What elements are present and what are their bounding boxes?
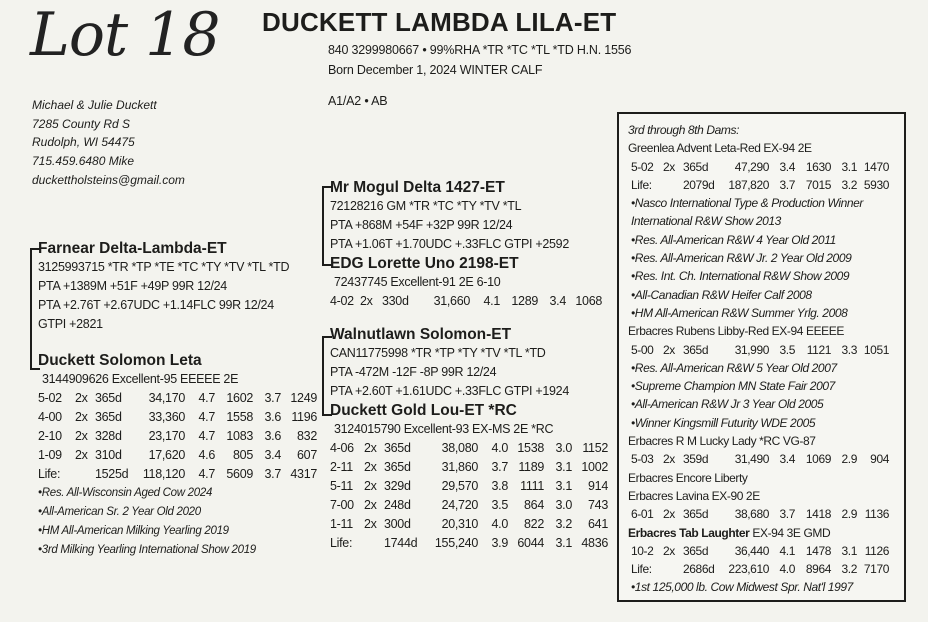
record-cell: 365d [683, 342, 709, 357]
ancestor-award: •Res. Int. Ch. International R&W Show 2009 [631, 269, 850, 284]
record-cell: 328d [95, 429, 122, 443]
ancestor-name [628, 524, 889, 542]
record-cell: 1289 [511, 294, 538, 308]
owner-name: Michael & Julie Duckett [32, 98, 157, 112]
record-cell: 3.6 [264, 429, 281, 443]
record-cell: 3.4 [779, 452, 795, 467]
record-cell: 330d [382, 294, 409, 308]
record-cell: 3.2 [555, 517, 572, 531]
record-cell: 38,080 [441, 441, 478, 455]
record-cell: 904 [870, 452, 889, 467]
ancestor-award: •Res. All-American R&W 4 Year Old 2011 [631, 232, 836, 247]
ancestor-award: International R&W Show 2013 [631, 214, 781, 229]
record-cell: 5-00 [631, 342, 654, 357]
sire-line: PTA +2.76T +2.67UDC +1.14FLC 99R 12/24 [38, 298, 274, 312]
record-cell: 832 [297, 429, 317, 443]
record-cell: 2.9 [841, 452, 857, 467]
record-cell: 3.1 [555, 479, 572, 493]
record-row [628, 176, 889, 194]
record-cell: 155,240 [434, 536, 478, 550]
record-cell: 1069 [805, 452, 831, 467]
record-cell: 329d [384, 479, 411, 493]
record-cell: 365d [683, 159, 709, 174]
sire-sire-line: PTA +868M +54F +32P 99R 12/24 [330, 218, 513, 232]
record-cell: 4.0 [491, 517, 508, 531]
record-cell: 2x [364, 460, 377, 474]
sire-line: GTPI +2821 [38, 317, 103, 331]
record-row [628, 560, 889, 578]
record-cell: 2x [663, 159, 675, 174]
ancestor-name: Greenlea Advent Leta-Red EX-94 2E [628, 141, 812, 156]
dam-id-line: 3144909626 Excellent-95 EEEEE 2E [42, 372, 239, 386]
sire-sire-name: Mr Mogul Delta 1427-ET [330, 179, 505, 196]
record-cell: 3.4 [264, 448, 281, 462]
record-cell: 47,290 [734, 159, 769, 174]
sire-sire-block [330, 178, 569, 254]
record-cell: 365d [95, 391, 122, 405]
record-cell: 6044 [517, 536, 544, 550]
record-cell: 1126 [864, 543, 889, 558]
record-cell: 743 [588, 498, 608, 512]
record-cell: Life: [38, 467, 61, 481]
record-cell: 3.0 [555, 498, 572, 512]
record-row [628, 341, 889, 359]
ancestor-award: •Nasco International Type & Production Winner [631, 196, 863, 211]
record-cell: 1470 [863, 159, 889, 174]
record-row [628, 450, 889, 468]
record-cell: 300d [384, 517, 411, 531]
record-cell: 1249 [290, 391, 317, 405]
dam-block [38, 351, 317, 560]
record-cell: 1525d [95, 467, 129, 481]
sire-dam-block [330, 254, 602, 311]
record-row [38, 408, 317, 427]
sire-dam-name: EDG Lorette Uno 2198-ET [330, 255, 519, 272]
record-cell: 2.9 [841, 507, 857, 522]
sire-line: PTA +1389M +51F +49P 99R 12/24 [38, 279, 227, 293]
record-cell: 1538 [517, 441, 544, 455]
record-cell: 805 [233, 448, 253, 462]
record-cell: 2x [75, 410, 88, 424]
record-cell: 1189 [518, 460, 544, 474]
record-cell: 2x [75, 391, 88, 405]
owner-email: duckettholsteins@gmail.com [32, 172, 185, 187]
record-cell: 1558 [226, 410, 253, 424]
animal-id-line: 840 3299980667 • 99%RHA *TR *TC *TL *TD H.N. 1556 [328, 43, 632, 57]
ancestor-name: Erbacres Encore Liberty [628, 470, 748, 485]
record-cell: 607 [297, 448, 317, 462]
record-cell: 2x [75, 448, 88, 462]
record-cell: 1418 [805, 507, 831, 522]
record-row [38, 427, 317, 446]
record-cell: 1-11 [330, 517, 353, 531]
record-cell: 5609 [226, 467, 253, 481]
record-cell: 4-02 [330, 294, 354, 308]
ancestors-box [617, 112, 906, 602]
record-cell [663, 560, 683, 578]
ancestors-entries [628, 139, 889, 596]
record-cell: 20,310 [441, 517, 478, 531]
sire-line: 3125993715 *TR *TP *TE *TC *TY *TV *TL *TD [38, 260, 290, 274]
record-cell: 1111 [520, 479, 544, 493]
record-cell: 1136 [864, 507, 889, 522]
ancestor-award: •Winner Kingsmill Futurity WDE 2005 [631, 415, 816, 430]
record-cell: 4836 [581, 536, 608, 550]
record-cell: 3.4 [549, 294, 566, 308]
record-row [330, 458, 608, 477]
record-cell: 3.8 [491, 479, 508, 493]
record-cell: Life: [330, 536, 353, 550]
record-cell: 24,720 [441, 498, 478, 512]
record-cell: 1744d [384, 536, 418, 550]
ancestor-classification: EX-94 3E GMD [749, 525, 831, 540]
record-cell: 2079d [683, 177, 715, 192]
record-cell: 36,440 [734, 543, 769, 558]
record-cell: 822 [524, 517, 544, 531]
record-cell: 118,120 [142, 467, 185, 481]
record-cell: 914 [588, 479, 608, 493]
record-cell: 4.7 [198, 391, 215, 405]
dam-award: •Res. All-Wisconsin Aged Cow 2024 [38, 487, 213, 499]
dam-records [38, 389, 317, 484]
record-cell: 2-11 [330, 460, 353, 474]
record-cell: 3.9 [491, 536, 508, 550]
record-cell: 3.1 [841, 543, 857, 558]
record-cell: 365d [683, 507, 709, 522]
record-cell: 864 [524, 498, 544, 512]
record-cell: 5930 [863, 177, 889, 192]
record-cell: 4.1 [779, 543, 795, 558]
dam-sire-line: PTA +2.60T +1.61UDC +.33FLC GTPI +1924 [330, 384, 569, 398]
record-cell: 2x [364, 479, 377, 493]
dam-award: •All-American Sr. 2 Year Old 2020 [38, 506, 201, 518]
record-row [330, 477, 608, 496]
record-cell: 359d [683, 452, 709, 467]
record-cell: 1-09 [38, 448, 62, 462]
ancestor-name-bold: Erbacres Tab Laughter [628, 525, 750, 540]
record-cell: Life: [631, 562, 652, 577]
record-cell: 1478 [805, 543, 831, 558]
record-cell [663, 176, 683, 194]
owner-contact [32, 96, 185, 190]
record-row [628, 505, 889, 523]
dam-sire-block [330, 325, 569, 401]
record-cell: 365d [384, 441, 411, 455]
record-cell: 7015 [805, 177, 831, 192]
record-cell: 3.1 [555, 536, 572, 550]
record-row [38, 465, 317, 484]
sire-dam-id-line: 72437745 Excellent-91 2E 6-10 [334, 275, 501, 289]
record-cell: 2-10 [38, 429, 62, 443]
record-cell: 2x [364, 498, 377, 512]
record-cell: 365d [384, 460, 411, 474]
animal-born-line: Born December 1, 2024 WINTER CALF [328, 63, 543, 77]
record-cell: 2x [364, 517, 377, 531]
dam-dam-name: Duckett Gold Lou-ET *RC [330, 402, 517, 419]
record-cell [75, 465, 95, 484]
record-cell: 7-00 [330, 498, 354, 512]
sire-block [38, 239, 289, 334]
ancestor-award: •HM All-American R&W Summer Yrlg. 2008 [631, 305, 848, 320]
record-cell: 3.4 [779, 159, 795, 174]
record-cell: 2x [663, 507, 675, 522]
record-cell: 5-02 [631, 159, 654, 174]
record-cell: 1051 [863, 342, 889, 357]
record-cell: 10-2 [631, 543, 654, 558]
record-cell: 4.7 [198, 467, 215, 481]
animal-genotype: A1/A2 • AB [328, 94, 388, 108]
record-cell: 1121 [806, 342, 831, 357]
record-cell: 2x [360, 294, 373, 308]
record-cell: 17,620 [148, 448, 185, 462]
record-row [628, 542, 889, 560]
record-cell: 5-02 [38, 391, 62, 405]
record-row [38, 389, 317, 408]
record-cell: 310d [95, 448, 122, 462]
ancestor-name: Erbacres R M Lucky Lady *RC VG-87 [628, 434, 816, 449]
sire-sire-line: 72128216 GM *TR *TC *TY *TV *TL [330, 199, 522, 213]
record-cell: 4317 [290, 467, 317, 481]
ancestor-award: •All-Canadian R&W Heifer Calf 2008 [631, 287, 812, 302]
record-cell: 31,990 [734, 342, 769, 357]
record-row [330, 292, 602, 311]
record-cell [364, 534, 384, 553]
record-cell: 3.1 [555, 460, 572, 474]
record-cell: 3.0 [555, 441, 572, 455]
record-cell: 1068 [575, 294, 602, 308]
ancestor-name: Erbacres Rubens Libby-Red EX-94 EEEEE [628, 324, 844, 339]
ancestors-heading: 3rd through 8th Dams: [628, 123, 739, 137]
record-cell: 33,360 [148, 410, 185, 424]
record-cell: 3.7 [264, 391, 281, 405]
dam-award: •HM All-American Milking Yearling 2019 [38, 525, 229, 537]
animal-name: DUCKETT LAMBDA LILA-ET [262, 7, 617, 37]
record-cell: 4.7 [198, 429, 215, 443]
record-cell: 4-06 [330, 441, 354, 455]
record-cell: 2686d [683, 562, 715, 577]
record-row [628, 158, 889, 176]
dam-dam-id-line: 3124015790 Excellent-93 EX-MS 2E *RC [334, 422, 554, 436]
record-cell: 4.6 [198, 448, 215, 462]
sire-dam-records [330, 292, 602, 311]
record-cell: 8964 [805, 562, 831, 577]
record-cell: 3.5 [491, 498, 508, 512]
sire-sire-line: PTA +1.06T +1.70UDC +.33FLC GTPI +2592 [330, 237, 569, 251]
record-cell: 1083 [226, 429, 253, 443]
record-cell: 4.0 [779, 562, 795, 577]
record-row [330, 496, 608, 515]
ancestor-award: •Res. All-American R&W Jr. 2 Year Old 2009 [631, 251, 852, 266]
record-cell: 1152 [582, 441, 608, 455]
sire-name: Farnear Delta-Lambda-ET [38, 240, 227, 257]
dam-dam-block [330, 401, 608, 553]
record-cell: 23,170 [148, 429, 185, 443]
record-cell: 6-01 [631, 507, 654, 522]
record-row [330, 534, 608, 553]
record-cell: 1602 [226, 391, 253, 405]
dam-sire-line: CAN11775998 *TR *TP *TY *TV *TL *TD [330, 346, 546, 360]
record-cell: 248d [384, 498, 411, 512]
record-cell: 4.7 [198, 410, 215, 424]
record-cell: 3.7 [264, 467, 281, 481]
record-cell: 2x [663, 452, 675, 467]
record-cell: 3.7 [779, 177, 795, 192]
dam-name: Duckett Solomon Leta [38, 352, 202, 369]
record-cell: 3.7 [491, 460, 508, 474]
record-cell: 4.0 [491, 441, 508, 455]
record-cell: 1196 [291, 410, 317, 424]
record-cell: 29,570 [441, 479, 478, 493]
record-cell: 4-00 [38, 410, 62, 424]
record-cell: 7170 [863, 562, 889, 577]
record-cell: 4.1 [483, 294, 500, 308]
record-cell: 3.1 [841, 159, 857, 174]
record-cell: 31,660 [433, 294, 470, 308]
record-cell: 2x [364, 441, 377, 455]
record-cell: Life: [631, 177, 652, 192]
record-cell: 5-03 [631, 452, 654, 467]
ancestor-award: •All-American R&W Jr 3 Year Old 2005 [631, 397, 824, 412]
owner-phone: 715.459.6480 Mike [32, 154, 135, 169]
owner-city: Rudolph, WI 54475 [32, 135, 135, 150]
dam-dam-records [330, 439, 608, 553]
ancestor-award: •Supreme Champion MN State Fair 2007 [631, 379, 835, 394]
ancestor-name: Erbacres Lavina EX-90 2E [628, 488, 760, 503]
record-cell: 1630 [805, 159, 831, 174]
record-cell: 1002 [581, 460, 608, 474]
record-cell: 3.3 [841, 342, 857, 357]
record-row [330, 439, 608, 458]
record-row [38, 446, 317, 465]
record-cell: 38,680 [734, 507, 769, 522]
record-cell: 3.2 [841, 177, 857, 192]
record-cell: 31,860 [441, 460, 478, 474]
owner-street: 7285 County Rd S [32, 116, 131, 131]
ancestor-award: •1st 125,000 lb. Cow Midwest Spr. Nat'l 1997 [631, 580, 853, 595]
record-cell: 2x [75, 429, 88, 443]
dam-award: •3rd Milking Yearling International Show 2019 [38, 544, 256, 556]
record-cell: 365d [683, 543, 709, 558]
record-cell: 2x [663, 543, 675, 558]
record-row [330, 515, 608, 534]
record-cell: 5-11 [330, 479, 353, 493]
record-cell: 365d [95, 410, 122, 424]
ancestor-award: •Res. All-American R&W 5 Year Old 2007 [631, 360, 837, 375]
record-cell: 31,490 [734, 452, 769, 467]
lot-label: Lot 18 [30, 0, 220, 70]
dam-sire-line: PTA -472M -12F -8P 99R 12/24 [330, 365, 497, 379]
record-cell: 641 [588, 517, 608, 531]
record-cell: 3.6 [264, 410, 281, 424]
record-cell: 223,610 [728, 562, 769, 577]
record-cell: 2x [663, 342, 675, 357]
record-cell: 3.7 [779, 507, 795, 522]
record-cell: 3.2 [841, 562, 857, 577]
dam-sire-name: Walnutlawn Solomon-ET [330, 326, 512, 343]
record-cell: 34,170 [148, 391, 185, 405]
record-cell: 187,820 [728, 177, 769, 192]
record-cell: 3.5 [779, 342, 795, 357]
